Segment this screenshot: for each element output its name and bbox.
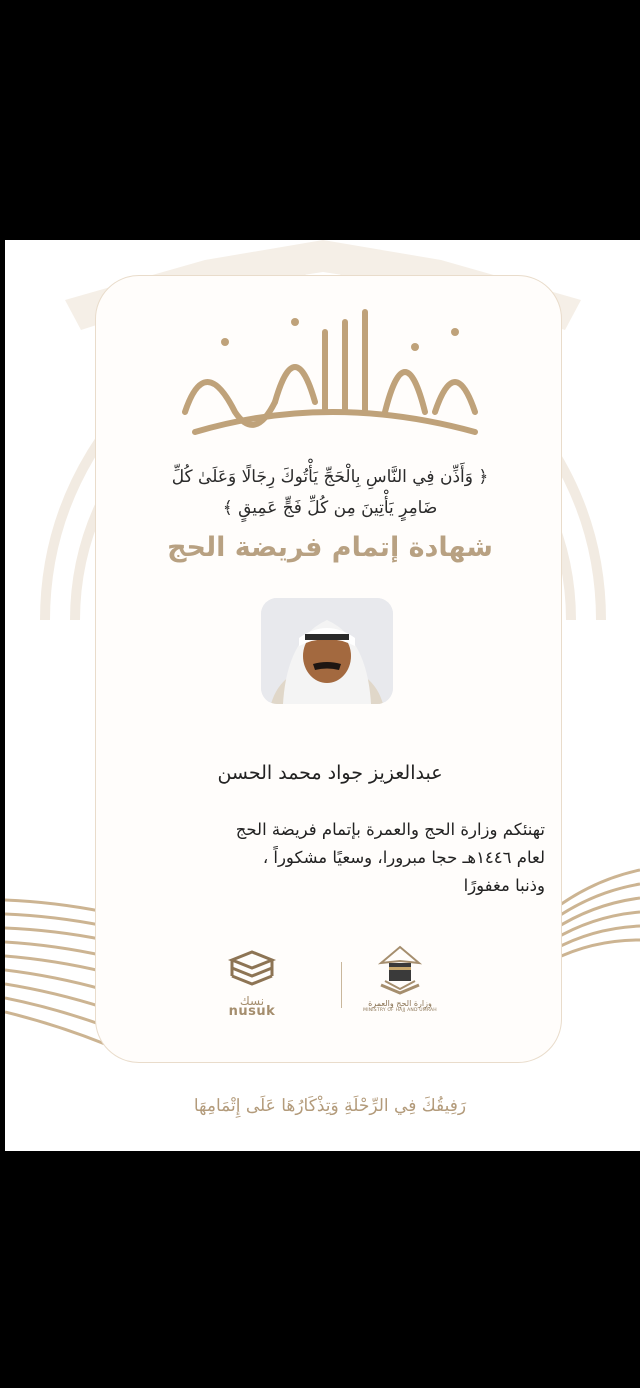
left-swoosh-decoration (5, 890, 105, 1070)
message-line-2: لعام ١٤٤٦هـ حجا مبرورا، وسعيًا مشكوراً ، (262, 848, 545, 867)
nusuk-english-text: nusuk (228, 1004, 276, 1019)
right-swoosh-decoration (553, 850, 640, 970)
nusuk-logo-icon (226, 946, 278, 996)
ministry-logo (357, 945, 443, 1029)
nusuk-arabic-text: نسك (239, 994, 265, 1008)
certificate-title: شهادة إتمام فريضة الحج (167, 532, 493, 563)
pilgrim-name: عبدالعزيز جواد محمد الحسن (217, 762, 443, 784)
ministry-arabic-text: وزارة الحج والعمرة (368, 999, 432, 1008)
verse-line-1: ﴿ وَأَذِّن فِي النَّاسِ بِالْحَجِّ يَأْتُوكَ رِجَالًا وَعَلَىٰ كُلِّ (171, 467, 489, 487)
person-photo (261, 598, 393, 704)
quran-verse (125, 462, 535, 524)
verse-line-2: ضَامِرٍ يَأْتِينَ مِن كُلِّ فَجٍّ عَمِيقٍ ﴾ (222, 498, 438, 518)
nusuk-logo (217, 946, 287, 1026)
calligraphy-emblem-icon (165, 292, 495, 452)
logo-divider (341, 962, 342, 1008)
ministry-logo-icon (377, 945, 423, 997)
message-line-1: تهنئكم وزارة الحج والعمرة بإتمام فريضة الحج (235, 820, 545, 839)
ministry-english-text: MINISTRY OF HAJJ AND UMRAH (363, 1008, 437, 1013)
certificate-sheet (5, 240, 640, 1151)
congratulation-message (115, 816, 545, 900)
message-line-3: وذنبا مغفورًا (463, 876, 545, 895)
footer-tagline: رَفِيقُكَ فِي الرِّحْلَةِ وَتِذْكَارُهَا عَلَى إِتْمَامِهَا (193, 1096, 467, 1116)
